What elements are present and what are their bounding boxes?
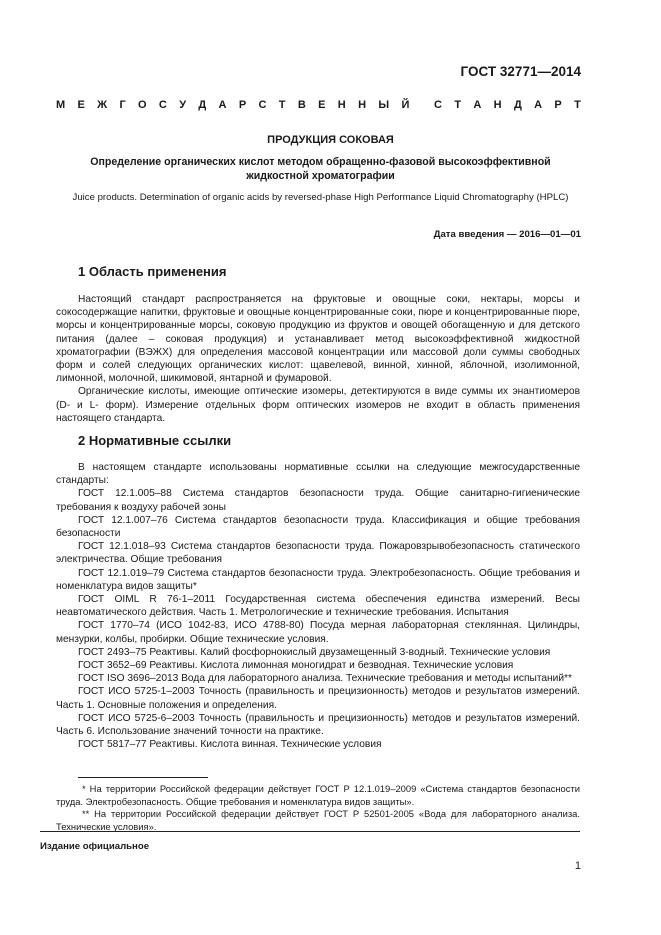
banner-letter: Д [513, 99, 522, 111]
paragraph: В настоящем стандарте использованы нормативные ссылки на следующие межгосударственные стандарты: [56, 462, 580, 487]
reference-item: ГОСТ 12.1.019–79 Система стандартов безопасности труда. Электробезопасность. Общие требования и номенклатура видов защиты* [56, 567, 580, 592]
paragraph: Настоящий стандарт распространяется на фруктовые и овощные соки, нектары, морсы и сокосодержащие напитки, фруктовые и овощные концентрированные соки, пюре и концентрированные пюре, морсы и концентрированные морсы, соковую продукцию из фруктов и овощей обогащенную и для детского питания (далее – соковая продукция) и устанавливает метод высокоэффективной жидкостной хроматографии (ВЭЖХ) для определения массовой концентрации или массовой доли суммы свободных форм и солей следующих органических кислот: щавелевой, винной, хинной, яблочной, изолимонной, лимонной, молочной, шикимовой, янтарной и фумаровой. [56, 294, 580, 385]
banner-letter: В [297, 99, 306, 111]
page-number: 1 [574, 860, 581, 872]
banner-letter: Т [454, 99, 462, 111]
banner-letter: Г [119, 99, 126, 111]
banner-letter: У [179, 99, 187, 111]
document-subtitle [70, 155, 571, 183]
banner-letter: Н [337, 99, 346, 111]
footnote: * На территории Российской федерации действует ГОСТ Р 12.1.019–2009 «Система стандартов безопасности труда. Электробезопасность. Общие требования и номенклатура видов защиты». [56, 783, 580, 807]
reference-item: ГОСТ ISO 3696–2013 Вода для лабораторного анализа. Технические требования и методы испытаний** [78, 673, 572, 685]
banner-letter: Р [554, 99, 562, 111]
banner-letter: А [534, 99, 543, 111]
reference-item: ГОСТ OIML R 76-1–2011 Государственная система обеспечения единства измерений. Весы неавтоматического действия. Часть 1. Метрологические и технические требования. Испытания [56, 594, 580, 619]
banner-letter: А [473, 99, 482, 111]
banner-letter: Ы [378, 99, 390, 111]
reference-item: ГОСТ 2493–75 Реактивы. Калий фосфорнокислый двузамещенный 3-водный. Технические условия [78, 646, 551, 658]
reference-item: ГОСТ ИСО 5725-1–2003 Точность (правильность и прецизионность) методов и результатов измерений. Часть 1. Основные положения и определения. [56, 686, 580, 711]
reference-item: ГОСТ 12.1.018–93 Система стандартов безопасности труда. Пожаровзрывобезопасность статического электричества. Общие требования [56, 541, 580, 566]
banner-letter: Ж [97, 99, 108, 111]
banner-letter: М [56, 99, 66, 111]
banner-letter: О [138, 99, 147, 111]
document-title: ПРОДУКЦИЯ СОКОВАЯ [267, 134, 394, 146]
section-1-heading: 1 Область применения [78, 264, 227, 279]
banner-letter: С [158, 99, 167, 111]
english-title: Juice products. Determination of organic acids by reversed-phase High Performance Liquid Chromatography (HPLC) [72, 192, 569, 203]
reference-item: ГОСТ 12.1.005–88 Система стандартов безопасности труда. Общие санитарно-гигиенические требования к воздуху рабочей зоны [56, 488, 580, 513]
banner-letter: Е [77, 99, 85, 111]
subtitle-line: жидкостной хроматографии [246, 170, 395, 182]
paragraph: Органические кислоты, имеющие оптические изомеры, детектируются в виде суммы их энантиомеров (D- и L- форм). Измерение отдельных форм оптических изомеров не входит в область применения настоящего стандарта. [56, 386, 580, 424]
banner-letter: С [434, 99, 442, 111]
reference-item: ГОСТ 5817–77 Реактивы. Кислота винная. Технические условия [78, 739, 382, 751]
bottom-divider [40, 831, 580, 832]
introduction-date: Дата введения — 2016—01—01 [433, 229, 581, 240]
banner-letter: Н [493, 99, 502, 111]
banner-letter: А [218, 99, 227, 111]
reference-item: ГОСТ ИСО 5725-6–2003 Точность (правильность и прецизионность) методов и результатов измерений. Часть 6. Использование значений точности на практике. [56, 712, 580, 738]
reference-item: ГОСТ 3652–69 Реактивы. Кислота лимонная моногидрат и безводная. Технические условия [78, 660, 514, 672]
banner-letter: Н [358, 99, 367, 111]
banner-letter: С [258, 99, 267, 111]
standard-code: ГОСТ 32771—2014 [460, 64, 581, 79]
subtitle-line: Определение органических кислот методом обращенно-фазовой высокоэффективной [90, 156, 551, 168]
footnotes [56, 783, 580, 833]
footnote: ** На территории Российской федерации действует ГОСТ Р 52501-2005 «Вода для лабораторного анализа. Технические условия». [56, 808, 580, 832]
footnote-separator [78, 777, 208, 778]
reference-item: ГОСТ 1770–74 (ИСО 1042-83, ИСО 4788-80) Посуда мерная лабораторная стеклянная. Цилиндры, мензурки, колбы, пробирки. Общие технические условия. [56, 620, 580, 645]
reference-item: ГОСТ 12.1.007–76 Система стандартов безопасности труда. Классификация и общие требования безопасности [56, 514, 580, 540]
banner-letter: Д [198, 99, 207, 111]
banner-letter: Й [401, 99, 410, 111]
banner-letter: Е [318, 99, 326, 111]
banner-letter: Р [238, 99, 247, 111]
official-edition-label: Издание официальное [40, 841, 150, 852]
section-2-body [56, 461, 580, 751]
banner-letter: Т [278, 99, 286, 111]
banner-letter: Т [574, 99, 581, 111]
interstate-standard-banner [56, 99, 581, 111]
section-2-heading: 2 Нормативные ссылки [78, 433, 232, 448]
section-1-body [56, 293, 580, 425]
